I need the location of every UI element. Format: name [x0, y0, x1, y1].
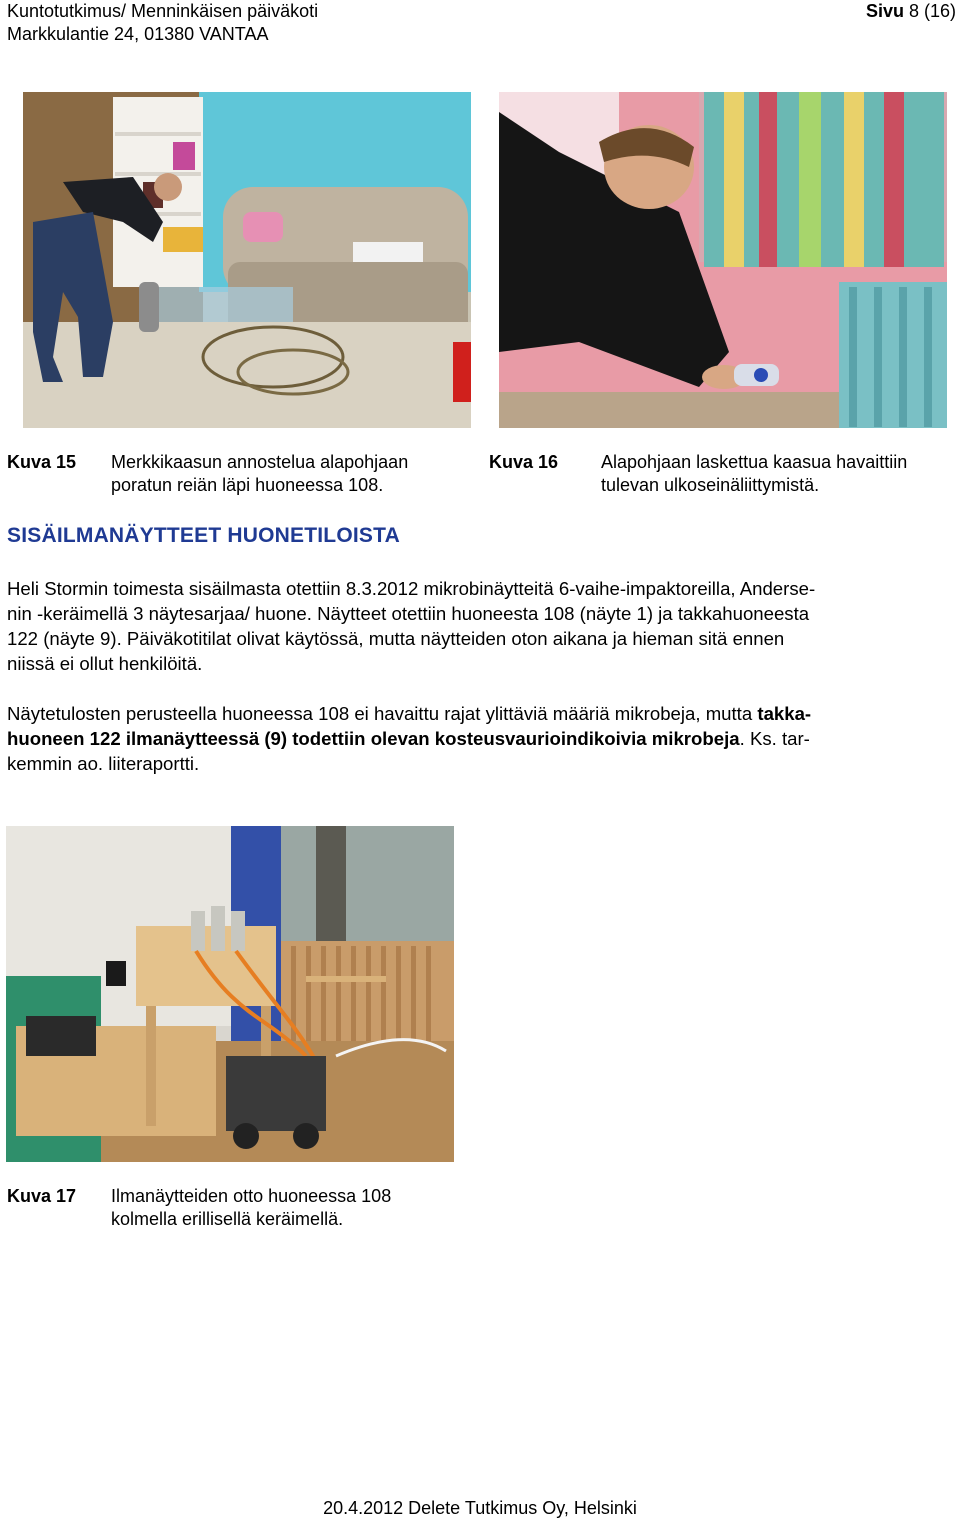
caption-line: Ilmanäytteiden otto huoneessa 108: [111, 1186, 392, 1206]
caption-kuva-16: [489, 451, 954, 499]
results-highlight: huoneen 122 ilmanäytteessä (9) todettiin olevan kosteusvaurioindikoivia mikrobeja: [7, 728, 740, 749]
header-address: Markkulantie 24, 01380 VANTAA: [7, 24, 269, 44]
photo-kuva-15: [23, 92, 471, 428]
photo-kuva-17: [6, 826, 454, 1162]
paragraph-line: kemmin ao. liiteraportti.: [7, 753, 200, 774]
results-text: . Ks. tar-: [739, 728, 810, 749]
page-label: Sivu: [865, 1, 904, 21]
section-heading: SISÄILMANÄYTTEET HUONETILOISTA: [7, 524, 400, 547]
paragraph-line: [7, 726, 953, 751]
caption-label: Kuva 16: [489, 452, 559, 472]
paragraph-results: [7, 701, 953, 776]
caption-label: Kuva 15: [7, 452, 77, 472]
caption-label: Kuva 17: [7, 1186, 77, 1206]
paragraph-line: niissä ei ollut henkilöitä.: [7, 653, 203, 674]
paragraph-line: [7, 701, 953, 726]
caption-kuva-15: [7, 451, 477, 499]
caption-line: Merkkikaasun annostelua alapohjaan: [111, 452, 409, 472]
photo-kuva-16: [499, 92, 947, 428]
caption-line: kolmella erillisellä keräimellä.: [111, 1209, 344, 1229]
results-highlight: takka-: [757, 703, 812, 724]
header-title: Kuntotutkimus/ Menninkäisen päiväkoti: [7, 1, 319, 21]
page-count: 8 (16): [908, 1, 956, 21]
paragraph-line: nin -keräimellä 3 näytesarjaa/ huone. Näytteet otettiin huoneesta 108 (näyte 1) ja takkahuoneesta: [7, 603, 810, 624]
paragraph-line: Heli Stormin toimesta sisäilmasta otettiin 8.3.2012 mikrobinäytteitä 6-vaihe-impaktoreilla, Anderse-: [7, 578, 816, 599]
caption-line: tulevan ulkoseinäliittymistä.: [601, 475, 820, 495]
paragraph-sampling: [7, 576, 953, 676]
results-text: Näytetulosten perusteella huoneessa 108 ei havaittu rajat ylittäviä määriä mikrobeja, mutta: [7, 703, 758, 724]
caption-kuva-17: [7, 1185, 477, 1233]
caption-line: Alapohjaan laskettua kaasua havaittiin: [601, 452, 908, 472]
caption-line: poratun reiän läpi huoneessa 108.: [111, 475, 384, 495]
page-number: [866, 0, 956, 23]
paragraph-line: 122 (näyte 9). Päiväkotitilat olivat käytössä, mutta näytteiden oton aikana ja hieman sitä ennen: [7, 628, 785, 649]
document-footer: 20.4.2012 Delete Tutkimus Oy, Helsinki: [323, 1498, 637, 1518]
document-header: [7, 0, 318, 46]
